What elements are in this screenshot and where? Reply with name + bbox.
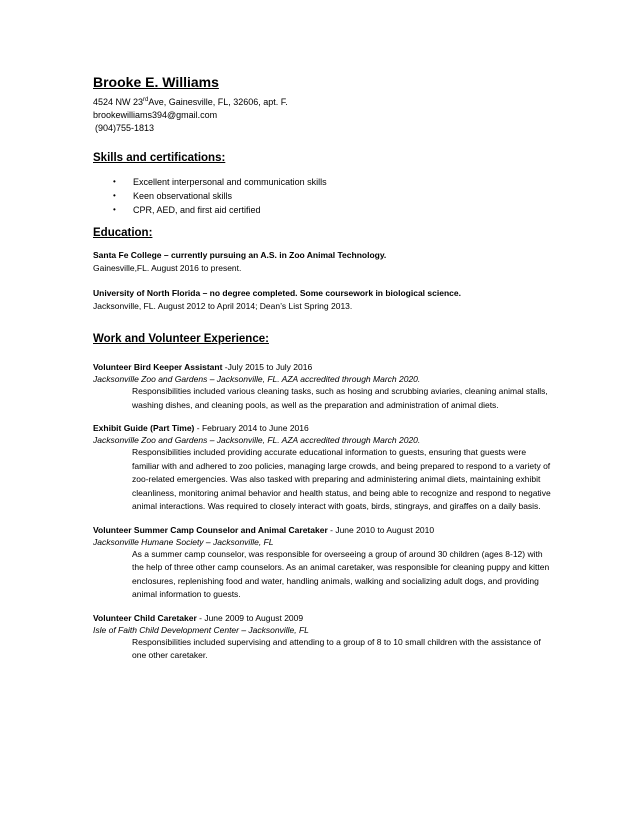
job-dates: - June 2009 to August 2009 [196, 612, 304, 623]
education-title: Santa Fe College – currently pursuing an A.S. in Zoo Animal Technology. [93, 250, 387, 260]
job-title: Exhibit Guide (Part Time) [93, 423, 195, 433]
job-title: Volunteer Bird Keeper Assistant [93, 362, 223, 372]
address-rest: Ave, Gainesville, FL, 32606, apt. F. [148, 97, 288, 107]
job-dates: -July 2015 to July 2016 [222, 362, 313, 372]
job-organization: Isle of Faith Child Development Center – Jacksonville, FL [93, 624, 309, 635]
education-detail: Gainesville,FL. August 2016 to present. [93, 263, 242, 273]
skills-heading: Skills and certifications: [93, 152, 226, 164]
education-heading: Education: [93, 227, 153, 239]
address-line [93, 96, 553, 109]
job-dates: - February 2014 to June 2016 [194, 423, 309, 433]
resume-page [93, 74, 553, 673]
job-description: Responsibilities included supervising and attending to a group of 8 to 10 small children with the assistance of one other caretaker. [132, 636, 541, 660]
job-description: Responsibilities included providing accurate educational information to guests, ensuring that guests were familiar with and adhered to zoo policies, managing large crowds, and being prepared to respond to a variety of zoo-related emergencies. Was also tasked with preparing and administering animal diets, maintaining exhibit cleanliness, monitoring animal behavior and health status, and being able to recognize and respond to negative animal interactions. Was required to closely interact with goats, birds, stingrays, and giraffes on a daily basis. [132, 447, 551, 511]
address-ordinal: rd [143, 97, 149, 103]
job-entry [93, 422, 553, 514]
job-title-line [93, 422, 553, 434]
skill-text: Keen observational skills [133, 191, 233, 201]
skills-list [93, 175, 553, 217]
education-entry [93, 249, 553, 275]
job-entry [93, 361, 553, 412]
job-title: Volunteer Child Caretaker [93, 612, 197, 623]
education-entry [93, 287, 553, 313]
job-title-line [93, 361, 553, 373]
work-heading: Work and Volunteer Experience: [93, 333, 269, 345]
skill-item [93, 175, 553, 189]
job-description: Responsibilities included various cleaning tasks, such as hosing and scrubbing aviaries, cleaning animal stalls, washing dishes, and cleaning pools, as well as the preparation and administration of animal diets. [132, 386, 548, 410]
bullet-icon: • [113, 191, 116, 200]
email-line: brookewilliams394@gmail.com [93, 110, 218, 120]
skill-item [93, 203, 553, 217]
bullet-icon: • [113, 177, 116, 186]
contact-block [93, 96, 553, 135]
skill-text: Excellent interpersonal and communication skills [133, 177, 327, 187]
job-organization: Jacksonville Zoo and Gardens – Jacksonville, FL. AZA accredited through March 2020. [93, 374, 421, 384]
address-street: 4524 NW 23 [93, 97, 144, 107]
skill-item [93, 189, 553, 203]
job-title-line [93, 524, 553, 536]
job-dates: - June 2010 to August 2010 [327, 524, 435, 535]
job-entry [93, 524, 553, 602]
education-title: University of North Florida – no degree completed. Some coursework in biological science. [93, 288, 461, 298]
job-entry [93, 612, 553, 663]
job-description: As a summer camp counselor, was responsible for overseeing a group of around 30 children (ages 8-12) with the help of three other camp counselors. As an animal caretaker, was responsible for cleaning puppy and kitten enclosures, replenishing food and water, handling animals, walking and socializing adult dogs, and providing animal information to guests. [132, 548, 550, 599]
job-organization: Jacksonville Zoo and Gardens – Jacksonville, FL. AZA accredited through March 2020. [93, 435, 421, 445]
bullet-icon: • [113, 205, 116, 214]
job-title: Volunteer Summer Camp Counselor and Animal Caretaker [93, 524, 328, 535]
skill-text: CPR, AED, and first aid certified [133, 205, 261, 215]
resume-name: Brooke E. Williams [93, 74, 219, 90]
job-organization: Jacksonville Humane Society – Jacksonville, FL [93, 536, 274, 547]
education-detail: Jacksonville, FL. August 2012 to April 2014; Dean’s List Spring 2013. [93, 301, 353, 311]
phone-line: (904)755-1813 [95, 123, 155, 133]
job-title-line [93, 612, 553, 624]
